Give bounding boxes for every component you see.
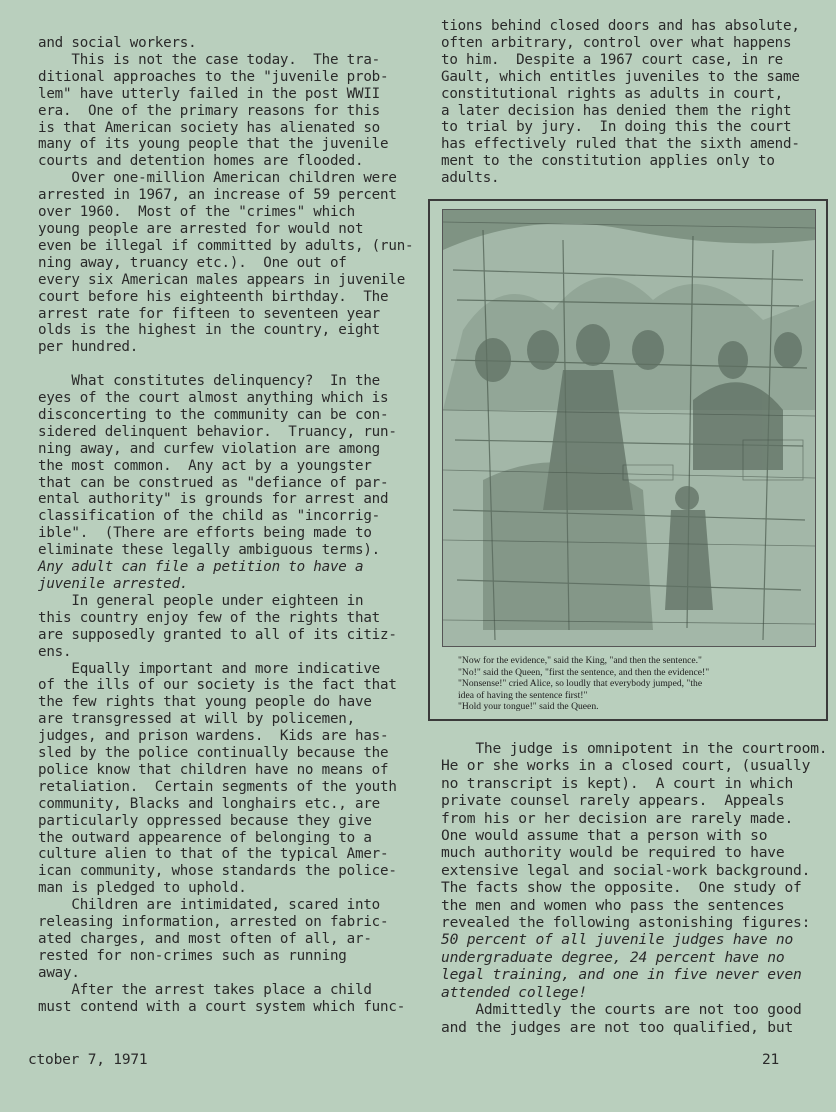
text-line: has effectively ruled that the sixth amend- <box>441 136 800 153</box>
illustration-figure <box>428 199 828 721</box>
text-line: that can be construed as "defiance of par- <box>38 474 389 491</box>
figure-caption <box>458 655 818 713</box>
text-line: ment to the constitution applies only to <box>441 153 775 170</box>
text-line: private counsel rarely appears. Appeals <box>441 792 785 810</box>
text-line: One would assume that a person with so <box>441 827 768 845</box>
text-line: no transcript is kept). A court in which <box>441 774 794 792</box>
text-line: particularly oppressed because they give <box>38 812 372 829</box>
text-line: legal training, and one in five never even <box>441 966 802 984</box>
text-line: away. <box>38 964 80 981</box>
text-line: In general people under eighteen in <box>38 592 364 609</box>
footer-date: ctober 7, 1971 <box>28 1052 148 1068</box>
text-line: ican community, whose standards the police- <box>38 863 397 880</box>
text-line: young people are arrested for would not <box>38 220 364 237</box>
text-line: ens. <box>38 643 72 660</box>
text-line: What constitutes delinquency? In the <box>38 373 381 390</box>
text-line: often arbitrary, control over what happens <box>441 34 792 51</box>
text-line: community, Blacks and longhairs etc., are <box>38 795 381 812</box>
text-line: releasing information, arrested on fabric- <box>38 914 389 931</box>
caption-line: idea of having the sentence first!" <box>458 689 588 701</box>
text-line: sled by the police continually because the <box>38 745 389 762</box>
text-line: the most common. Any act by a youngster <box>38 457 372 474</box>
text-line: eyes of the court almost anything which is <box>38 390 389 407</box>
text-line: judges, and prison wardens. Kids are has- <box>38 728 389 745</box>
text-line: adults. <box>441 170 500 187</box>
text-line: are transgressed at will by policemen, <box>38 711 355 728</box>
text-line: constitutional rights as adults in court, <box>441 85 784 102</box>
text-line: Any adult can file a petition to have a <box>38 559 364 576</box>
text-line: disconcerting to the community can be con- <box>38 406 389 423</box>
text-line: ning away, truancy etc.). One out of <box>38 254 347 271</box>
caption-line: "No!" said the Queen, "first the sentence, and then the evidence!" <box>458 666 710 678</box>
text-line: ated charges, and most often of all, ar- <box>38 931 372 948</box>
text-line: era. One of the primary reasons for this <box>38 102 381 119</box>
text-line: every six American males appears in juvenile <box>38 271 406 288</box>
text-line: extensive legal and social-work background. <box>441 861 811 879</box>
text-line: tions behind closed doors and has absolute, <box>441 18 800 34</box>
text-line: retaliation. Certain segments of the youth <box>38 778 397 795</box>
text-line: ning away, and curfew violation are among <box>38 440 381 457</box>
text-line: Gault, which entitles juveniles to the same <box>441 68 800 85</box>
page-number: 21 <box>762 1052 780 1068</box>
caption-line: "Now for the evidence," said the King, "and then the sentence." <box>458 655 702 666</box>
text-line: Over one-million American children were <box>38 170 397 187</box>
text-line: to him. Despite a 1967 court case, in re <box>441 51 784 68</box>
right-text-column-bottom <box>441 740 831 1036</box>
text-line: court before his eighteenth birthday. The <box>38 288 389 305</box>
text-line: Children are intimidated, scared into <box>38 897 381 914</box>
text-line: must contend with a court system which func- <box>38 998 406 1015</box>
text-line: ditional approaches to the "juvenile prob- <box>38 68 389 85</box>
text-line: The facts show the opposite. One study of <box>441 879 802 897</box>
text-line: this country enjoy few of the rights that <box>38 609 381 626</box>
text-line: arrested in 1967, an increase of 59 percent <box>38 187 397 204</box>
text-line: ible". (There are efforts being made to <box>38 525 372 542</box>
text-line: man is pledged to uphold. <box>38 880 247 897</box>
text-line: ental authority" is grounds for arrest and <box>38 491 389 508</box>
text-line: a later decision has denied them the right <box>441 102 792 119</box>
text-line: over 1960. Most of the "crimes" which <box>38 204 355 221</box>
text-line: He or she works in a closed court, (usually <box>441 757 811 775</box>
text-line: juvenile arrested. <box>38 575 189 592</box>
text-line: Admittedly the courts are not too good <box>441 1001 802 1019</box>
caption-line: "Nonsense!" cried Alice, so loudly that everybody jumped, "the <box>458 678 703 690</box>
text-line: attended college! <box>441 983 587 1001</box>
text-line: sidered delinquent behavior. Truancy, run- <box>38 423 397 440</box>
text-line: This is not the case today. The tra- <box>38 51 381 68</box>
text-line: and social workers. <box>38 35 197 51</box>
text-line: police know that children have no means of <box>38 761 389 778</box>
right-text-column-top <box>441 18 821 187</box>
text-line: and the judges are not too qualified, but <box>441 1018 794 1036</box>
text-line: many of its young people that the juvenile <box>38 136 389 153</box>
text-line: courts and detention homes are flooded. <box>38 153 364 170</box>
text-line: After the arrest takes place a child <box>38 981 372 998</box>
text-line: much authority would be required to have <box>441 844 785 862</box>
text-line: rested for non-crimes such as running <box>38 947 347 964</box>
text-line: even be illegal if committed by adults, (run- <box>38 237 414 254</box>
text-line: undergraduate degree, 24 percent have no <box>441 948 785 966</box>
woodcut-trial-scene-image <box>442 209 816 647</box>
text-line: of the ills of our society is the fact that <box>38 677 397 694</box>
text-line: eliminate these legally ambiguous terms). <box>38 542 381 559</box>
text-line: per hundred. <box>38 339 139 356</box>
text-line: are supposedly granted to all of its citiz- <box>38 626 397 643</box>
text-line: the men and women who pass the sentences <box>441 896 785 914</box>
text-line: classification of the child as "incorrig- <box>38 508 381 525</box>
text-line: lem" have utterly failed in the post WWII <box>38 85 381 102</box>
text-line: 50 percent of all juvenile judges have no <box>441 931 794 949</box>
caption-line: "Hold your tongue!" said the Queen. <box>458 701 599 713</box>
text-line: the few rights that young people do have <box>38 694 372 711</box>
text-line: culture alien to that of the typical Amer- <box>38 846 389 863</box>
text-line: from his or her decision are rarely made. <box>441 809 794 827</box>
left-text-column <box>38 35 420 1016</box>
text-line: to trial by jury. In doing this the court <box>441 119 792 136</box>
text-line: is that American society has alienated so <box>38 119 381 136</box>
text-line: Equally important and more indicative <box>38 660 381 677</box>
text-line: arrest rate for fifteen to seventeen year <box>38 305 381 322</box>
text-line <box>38 356 420 373</box>
text-line: revealed the following astonishing figures: <box>441 914 811 932</box>
text-line: The judge is omnipotent in the courtroom. <box>441 740 828 757</box>
text-line: the outward appearence of belonging to a <box>38 829 372 846</box>
text-line: olds is the highest in the country, eight <box>38 322 381 339</box>
